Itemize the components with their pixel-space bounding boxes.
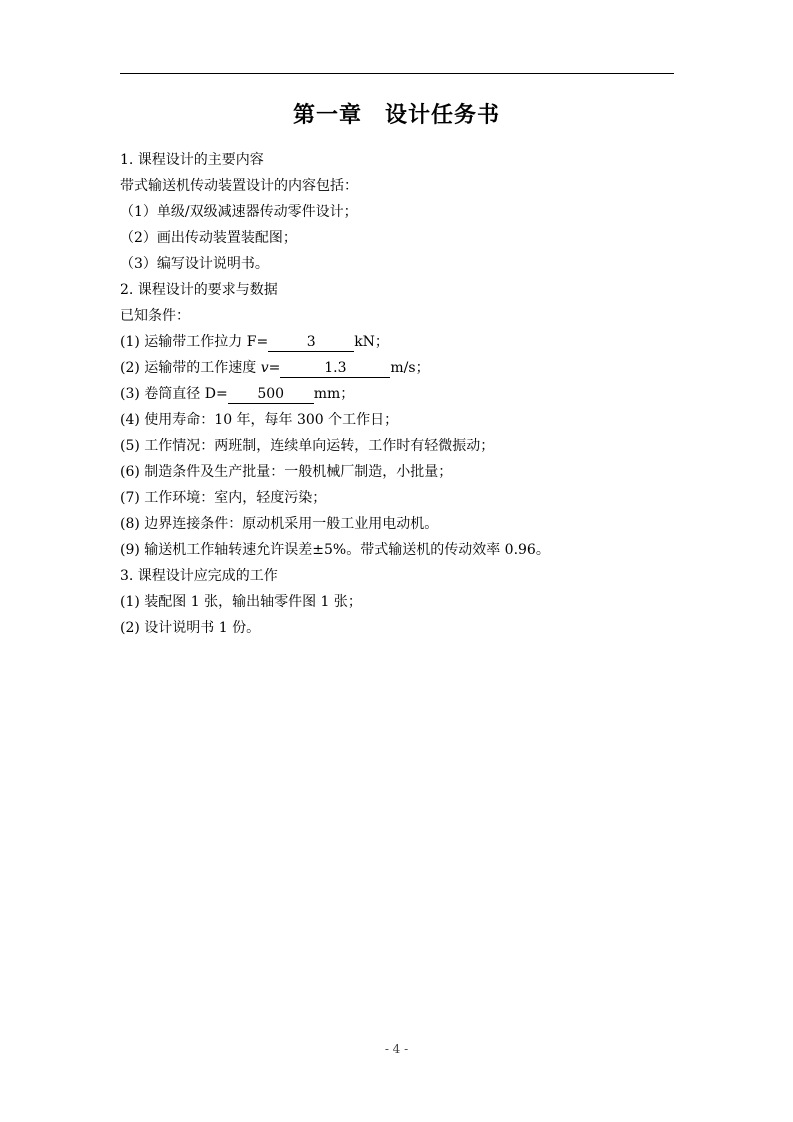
condition-manufacturing: (6) 制造条件及生产批量：一般机械厂制造，小批量；	[120, 464, 453, 480]
condition-service-life: (4) 使用寿命：10 年，每年 300 个工作日；	[120, 412, 399, 428]
diameter-unit: mm；	[313, 386, 355, 402]
condition-tolerance: (9) 输送机工作轴转速允许误差±5%。带式输送机的传动效率 0.96。	[120, 542, 550, 558]
speed-unit: m/s；	[390, 360, 430, 376]
condition-diameter-label: (3) 卷筒直径 D=	[120, 386, 228, 402]
list-item: (2) 设计说明书 1 份。	[120, 620, 261, 636]
speed-value: 1.3	[280, 359, 390, 378]
section-1-intro: 带式输送机传动装置设计的内容包括：	[120, 178, 358, 194]
list-item: （2）画出传动装置装配图；	[120, 230, 297, 246]
speed-variable: v	[260, 360, 269, 376]
list-item: （3）编写设计说明书。	[120, 256, 269, 272]
page-number: - 4 -	[384, 1042, 409, 1056]
list-item: (1) 装配图 1 张，输出轴零件图 1 张；	[120, 594, 362, 610]
condition-diameter	[120, 381, 680, 407]
condition-force-label: (1) 运输带工作拉力 F=	[120, 334, 269, 350]
condition-working: (5) 工作情况：两班制，连续单向运转，工作时有轻微振动；	[120, 438, 495, 454]
force-value: 3	[268, 333, 354, 352]
condition-speed-label: (2) 运输带的工作速度	[120, 360, 261, 376]
section-3-heading: 3. 课程设计应完成的工作	[120, 568, 278, 584]
condition-speed	[120, 355, 680, 381]
section-2-heading: 2. 课程设计的要求与数据	[120, 282, 278, 298]
section-1-heading: 1. 课程设计的主要内容	[120, 152, 264, 168]
speed-equals: =	[268, 360, 281, 376]
diameter-value: 500	[228, 385, 314, 404]
force-unit: kN；	[354, 334, 389, 350]
chapter-title: 第一章 设计任务书	[292, 103, 500, 128]
known-conditions-label: 已知条件：	[120, 308, 190, 324]
condition-force	[120, 329, 680, 355]
condition-environment: (7) 工作环境：室内，轻度污染；	[120, 490, 327, 506]
list-item: （1）单级/双级减速器传动零件设计；	[120, 204, 358, 220]
header-rule	[120, 73, 674, 74]
document-body	[120, 147, 680, 641]
condition-boundary: (8) 边界连接条件：原动机采用一般工业用电动机。	[120, 516, 439, 532]
